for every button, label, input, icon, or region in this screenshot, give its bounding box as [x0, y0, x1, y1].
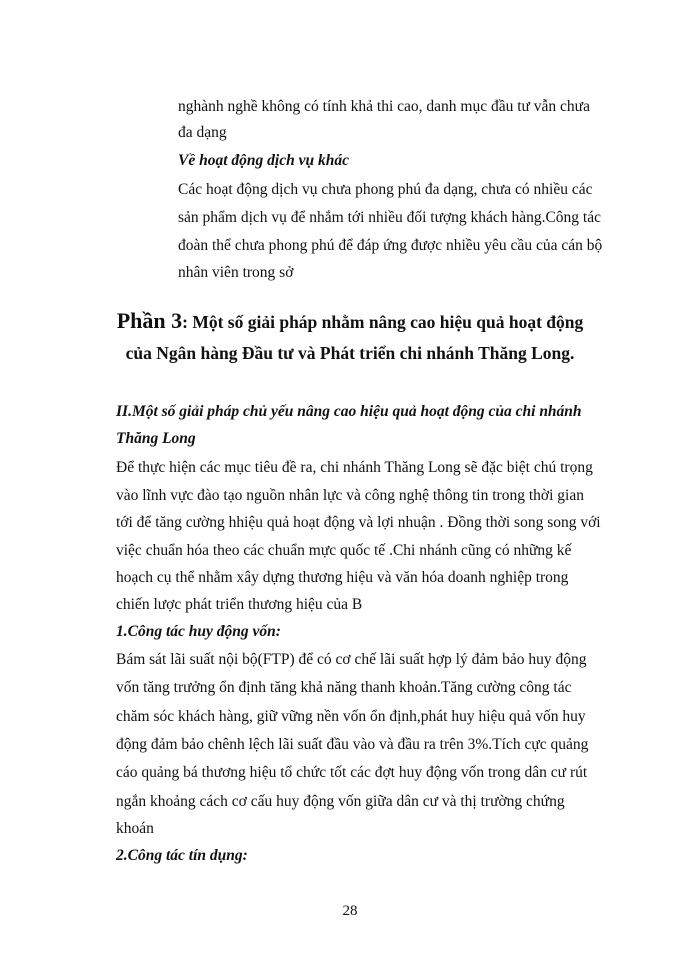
subsection-heading-capital: 1.Công tác huy động vốn:	[116, 623, 281, 640]
body-text-line: sản phẩm dịch vụ để nhắm tới nhiều đối tượng khách hàng.Công tác	[178, 209, 601, 226]
body-text-line: chăm sóc khách hàng, giữ vững nền vốn ổn định,phát huy hiệu quả vốn huy	[116, 708, 586, 725]
body-text-line: khoán	[116, 820, 154, 837]
section-heading: II.Một số giải pháp chủ yếu nâng cao hiệu quả hoạt động của chi nhánh	[116, 403, 582, 420]
body-text-line: vốn tăng trưởng ổn định tăng khả năng thanh khoản.Tăng cường công tác	[116, 679, 572, 696]
part-title-line1: : Một số giải pháp nhằm nâng cao hiệu quả hoạt động	[182, 312, 584, 332]
body-text-line: vào lĩnh vực đào tạo nguồn nhân lực và công nghệ thông tin trong thời gian	[116, 487, 584, 504]
part-label: Phần 3	[116, 308, 183, 333]
body-text-line: chiến lược phát triển thương hiệu của B	[116, 596, 363, 613]
body-text-line: động đảm bảo chênh lệch lãi suất đầu vào và đầu ra trên 3%.Tích cực quảng	[116, 736, 589, 753]
subheading-other-services: Về hoạt động dịch vụ khác	[178, 152, 349, 169]
body-text-line: Để thực hiện các mục tiêu đề ra, chi nhánh Thăng Long sẽ đặc biệt chú trọng	[116, 459, 593, 476]
part-title-line2: của Ngân hàng Đầu tư và Phát triển chi nhánh Thăng Long.	[125, 343, 575, 363]
body-text-line: ngắn khoảng cách cơ cấu huy động vốn giữa dân cư và thị trường chứng	[116, 793, 565, 810]
subsection-heading-credit: 2.Công tác tín dụng:	[116, 847, 248, 864]
body-text-line: nhân viên trong sở	[178, 264, 294, 281]
body-text-line: việc chuẩn hóa theo các chuẩn mực quốc tế .Chi nhánh cũng có những kế	[116, 542, 572, 559]
body-text-line: Các hoạt động dịch vụ chưa phong phú đa dạng, chưa có nhiều các	[178, 181, 593, 198]
body-text-line: cáo quảng bá thương hiệu tổ chức tốt các đợt huy động vốn trong dân cư rút	[116, 764, 588, 781]
body-text-line: Bám sát lãi suất nội bộ(FTP) để có cơ chế lãi suất hợp lý đảm bảo huy động	[116, 651, 587, 668]
section-heading: Thăng Long	[116, 430, 196, 447]
body-text-line: hoạch cụ thể nhằm xây dựng thương hiệu và văn hóa doanh nghiệp trong	[116, 569, 569, 586]
body-text-line: đa dạng	[178, 124, 227, 141]
body-text-line: đoàn thể chưa phong phú để đáp ứng được nhiều yêu cầu của cán bộ	[178, 237, 603, 254]
part-heading	[0, 308, 700, 334]
page-number: 28	[342, 903, 358, 919]
body-text-line: tới để tăng cường hhiệu quả hoạt động và lợi nhuận . Đồng thời song song với	[116, 514, 601, 531]
body-text-line: nghành nghề không có tính khả thi cao, danh mục đầu tư vẫn chưa	[178, 98, 590, 115]
